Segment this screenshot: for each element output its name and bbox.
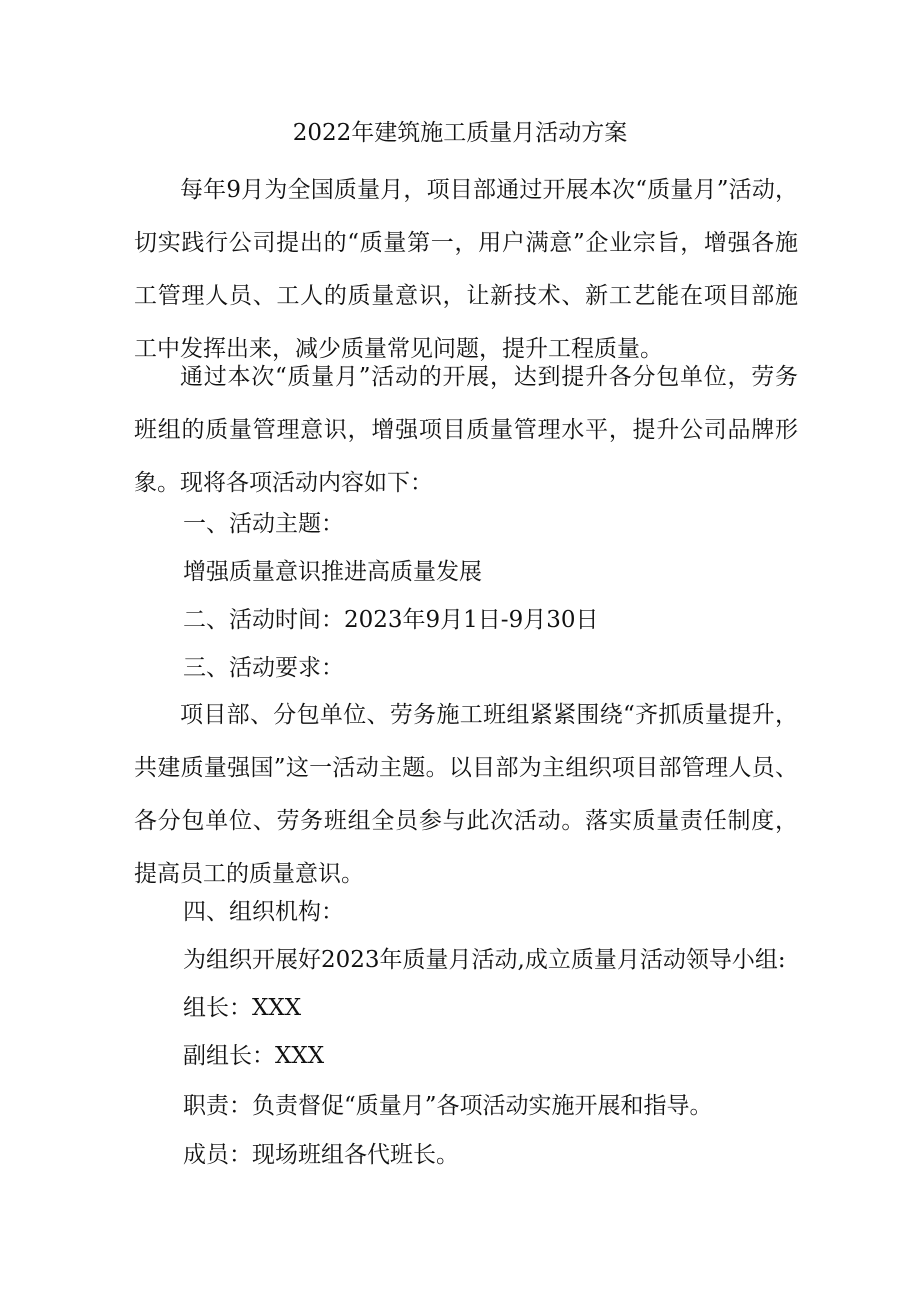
leader-line: 组长：XXX <box>183 995 302 1021</box>
section-1-text: 增强质量意识推进高质量发展 <box>183 559 482 585</box>
section-3-paragraph: 项目部、分包单位、劳务施工班组紧紧围绕“齐抓质量提升，共建质量强国”这一活动主题。以目部为主组织项目部管理人员、各分包单位、劳务班组全员参与此次活动。落实质量责任制度，提高员工的质量意识。 <box>134 702 798 887</box>
intro-paragraph-2: 通过本次“质量月”活动的开展，达到提升各分包单位，劳务班组的质量管理意识，增强项目质量管理水平，提升公司品牌形象。现将各项活动内容如下： <box>134 364 798 496</box>
members-line: 成员：现场班组各代班长。 <box>183 1142 459 1168</box>
deputy-leader-line: 副组长：XXX <box>183 1043 325 1069</box>
section-4-heading: 四、组织机构： <box>183 899 344 925</box>
section-4-intro: 为组织开展好2023年质量月活动,成立质量月活动领导小组: <box>183 947 786 973</box>
section-1-heading: 一、活动主题： <box>183 511 344 537</box>
intro-paragraph-1: 每年9月为全国质量月，项目部通过开展本次“质量月”活动，切实践行公司提出的“质量第一，用户满意”企业宗旨，增强各施工管理人员、工人的质量意识，让新技术、新工艺能在项目部施工中发挥出来，减少质量常见问题，提升工程质量。 <box>134 177 798 362</box>
section-3-heading: 三、活动要求： <box>183 655 344 681</box>
duty-line: 职责：负责督促“质量月”各项活动实施开展和指导。 <box>183 1093 713 1119</box>
document-title: 2022年建筑施工质量月活动方案 <box>292 120 628 146</box>
section-2-heading: 二、活动时间：2023年9月1日-9月30日 <box>183 607 599 633</box>
